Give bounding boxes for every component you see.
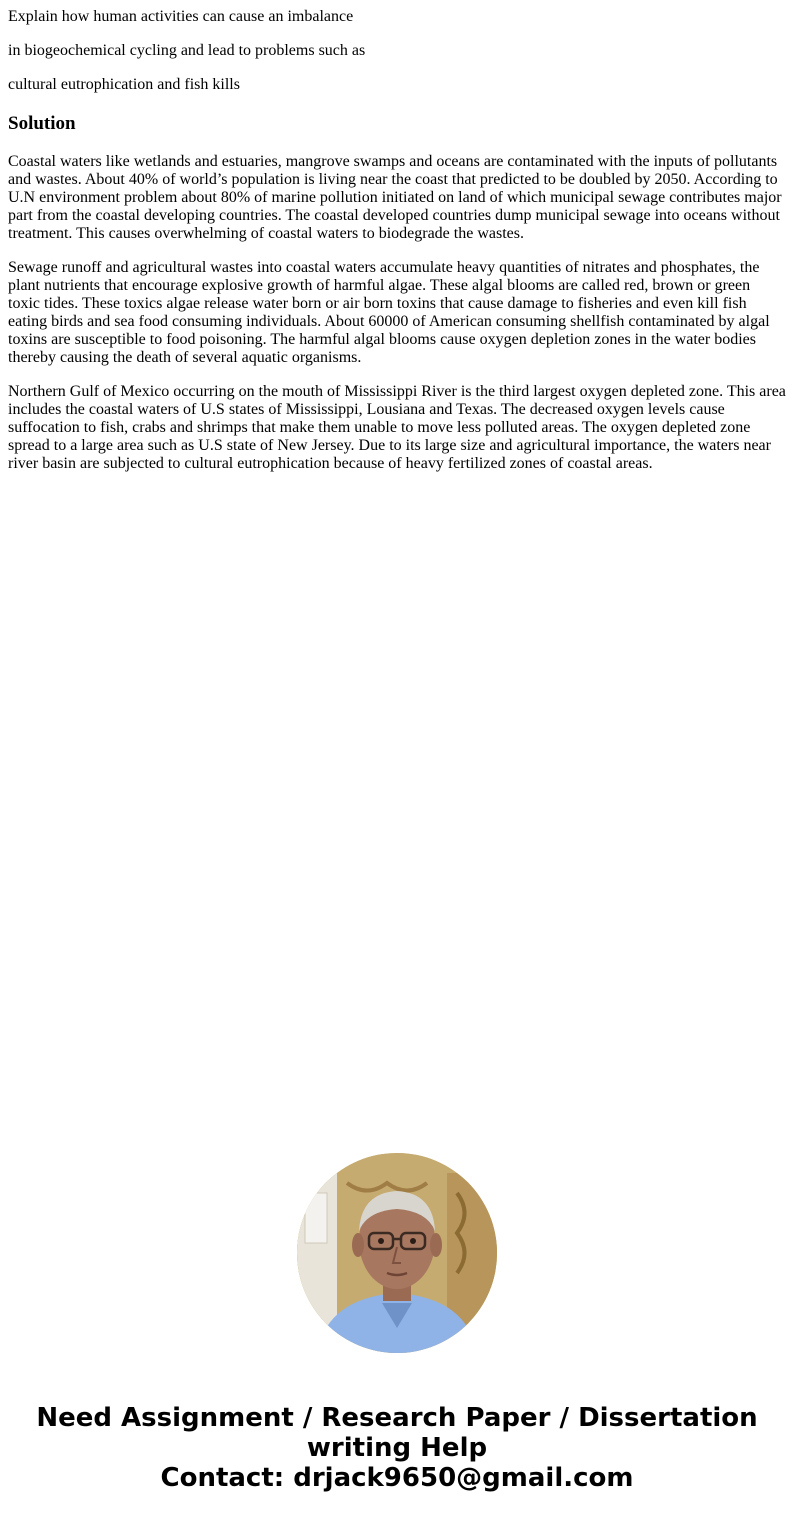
author-photo-avatar — [297, 1153, 497, 1353]
question-line-2: in biogeochemical cycling and lead to problems such as — [8, 42, 366, 59]
banner-contact-line: Contact: drjack9650@gmail.com — [160, 1463, 634, 1493]
solution-text — [8, 153, 786, 489]
solution-paragraph: Northern Gulf of Mexico occurring on the mouth of Mississippi River is the third largest oxygen depleted zone. This area includes the coastal waters of U.S states of Mississippi, Lousiana and Texas. The decreased oxygen levels cause suffocation to fish, crabs and shrimps that make them unable to move less polluted areas. The oxygen depleted zone spread to a large area such as U.S state of New Jersey. Due to its large size and agricultural importance, the waters near river basin are subjected to cultural eutrophication because of heavy fertilized zones of coastal areas. — [8, 383, 786, 472]
question-line-1: Explain how human activities can cause an imbalance — [8, 8, 354, 25]
banner-line-1: Need Assignment / Research Paper / Dissertation — [36, 1403, 758, 1433]
solution-paragraph: Coastal waters like wetlands and estuaries, mangrove swamps and oceans are contaminated with the inputs of pollutants and wastes. About 40% of world’s population is living near the coast that predicted to be doubled by 2050. According to U.N environment problem about 80% of marine pollution initiated on land of which municipal sewage contributes major part from the coastal developing countries. The coastal developed countries dump municipal sewage into oceans without treatment. This causes overwhelming of coastal waters to biodegrade the wastes. — [8, 153, 782, 242]
author-portrait-image — [297, 1153, 497, 1353]
question-line-3: cultural eutrophication and fish kills — [8, 76, 240, 93]
solution-paragraph: Sewage runoff and agricultural wastes into coastal waters accumulate heavy quantities of nitrates and phosphates, the plant nutrients that encourage explosive growth of harmful algae. These algal blooms are called red, brown or green toxic tides. These toxics algae release water born or air born toxins that cause damage to fisheries and even kill fish eating birds and sea food consuming individuals. About 60000 of American consuming shellfish contaminated by algal toxins are susceptible to food poisoning. The harmful algal blooms cause oxygen depletion zones in the water bodies thereby causing the death of several aquatic organisms. — [8, 259, 770, 366]
banner-line-2: writing Help — [306, 1433, 488, 1463]
solution-heading: Solution — [8, 113, 76, 134]
contact-banner — [0, 1403, 794, 1493]
